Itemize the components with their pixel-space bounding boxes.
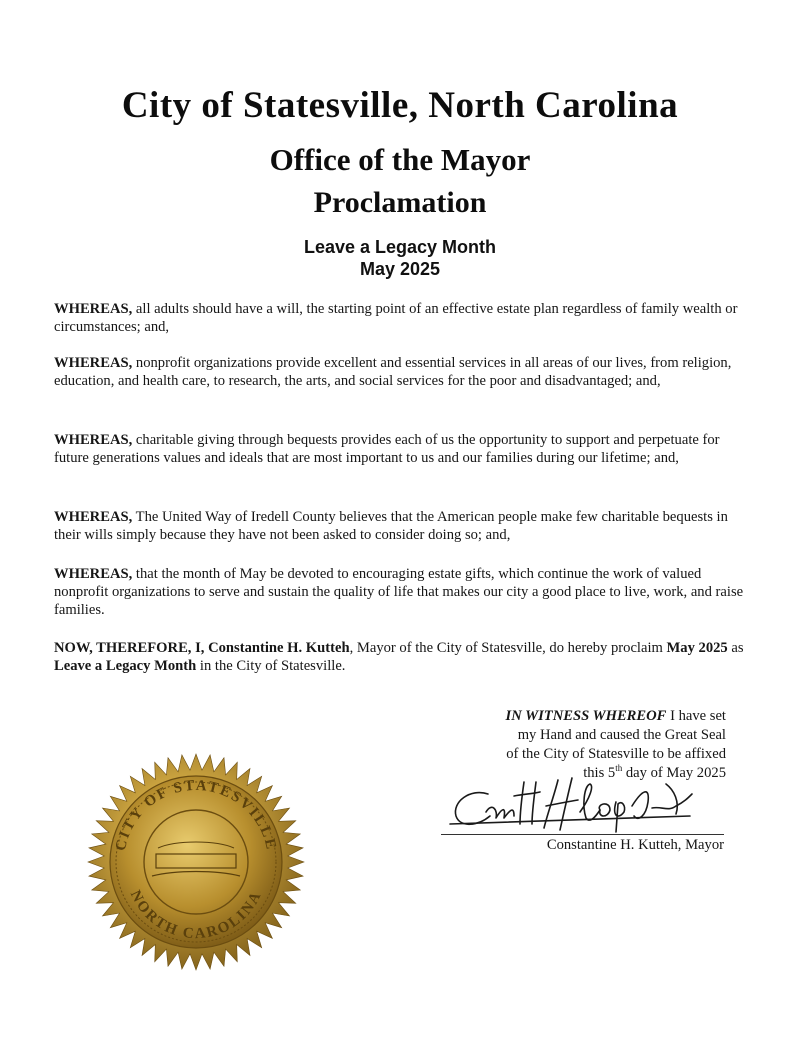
city-title: City of Statesville, North Carolina [121,85,679,126]
whereas-text: The United Way of Iredell County believes that the American people make few charitable bequests in their wills simply because they have not been asked to consider doing so; and, [54,509,728,543]
whereas-lead: WHEREAS, [54,355,133,371]
witness-text: day of May 2025 [622,765,726,781]
whereas-lead: WHEREAS, [54,432,133,448]
seal-ring-bottom: NORTH CAROLINA [126,887,266,943]
whereas-paragraph [54,508,744,544]
whereas-text: all adults should have a will, the starting point of an effective estate plan regardless of family wealth or circumstances; and, [54,301,738,335]
whereas-paragraph [54,300,744,336]
resolution-paragraph [54,639,744,675]
whereas-lead: WHEREAS, [54,509,133,525]
whereas-text: nonprofit organizations provide excellent and essential services in all areas of our lives, from religion, education, and health care, to research, the arts, and social services for the poor and disadvantaged; and, [54,355,732,389]
mayor-signature [440,772,730,838]
whereas-text: charitable giving through bequests provides each of us the opportunity to support and perpetuate for future generations values and ideals that are most important to us and our families during our lifetime; and, [54,432,720,466]
resolution-date: May 2025 [666,640,728,656]
witness-line: my Hand and caused the Great Seal [517,727,726,743]
resolution-lead: NOW, THEREFORE, I, Constantine H. Kutteh [54,640,350,656]
document-type: Proclamation [313,186,487,219]
resolution-text: as [727,640,744,656]
whereas-text: that the month of May be devoted to encouraging estate gifts, which continue the work of valued nonprofit organizations to serve and sustain the quality of life that makes our city a good place to live, work, and raise families. [54,566,744,618]
signature-line [441,834,724,835]
whereas-lead: WHEREAS, [54,301,133,317]
seal-ring-top: CITY OF STATESVILLE [112,777,280,853]
whereas-paragraph [54,431,744,467]
office-title: Office of the Mayor [269,142,531,177]
witness-text: this 5 [583,765,616,781]
whereas-paragraph [54,565,744,619]
resolution-name: Leave a Legacy Month [54,658,197,674]
witness-line [420,707,726,726]
proclamation-name: Leave a Legacy Month [303,237,497,257]
whereas-paragraph [54,354,744,390]
witness-text: I have set [666,708,726,724]
proclamation-date: May 2025 [359,259,441,279]
witness-lead: IN WITNESS WHEREOF [505,708,667,724]
witness-line: of the City of Statesville to be affixed [506,746,726,762]
ordinal-suffix: th [615,763,623,774]
resolution-text: , Mayor of the City of Statesville, do hereby proclaim [349,640,667,656]
whereas-lead: WHEREAS, [54,566,133,582]
resolution-text: in the City of Statesville. [196,658,346,674]
mayor-name-title: Constantine H. Kutteh, Mayor [546,837,724,853]
city-seal-icon [86,752,306,972]
